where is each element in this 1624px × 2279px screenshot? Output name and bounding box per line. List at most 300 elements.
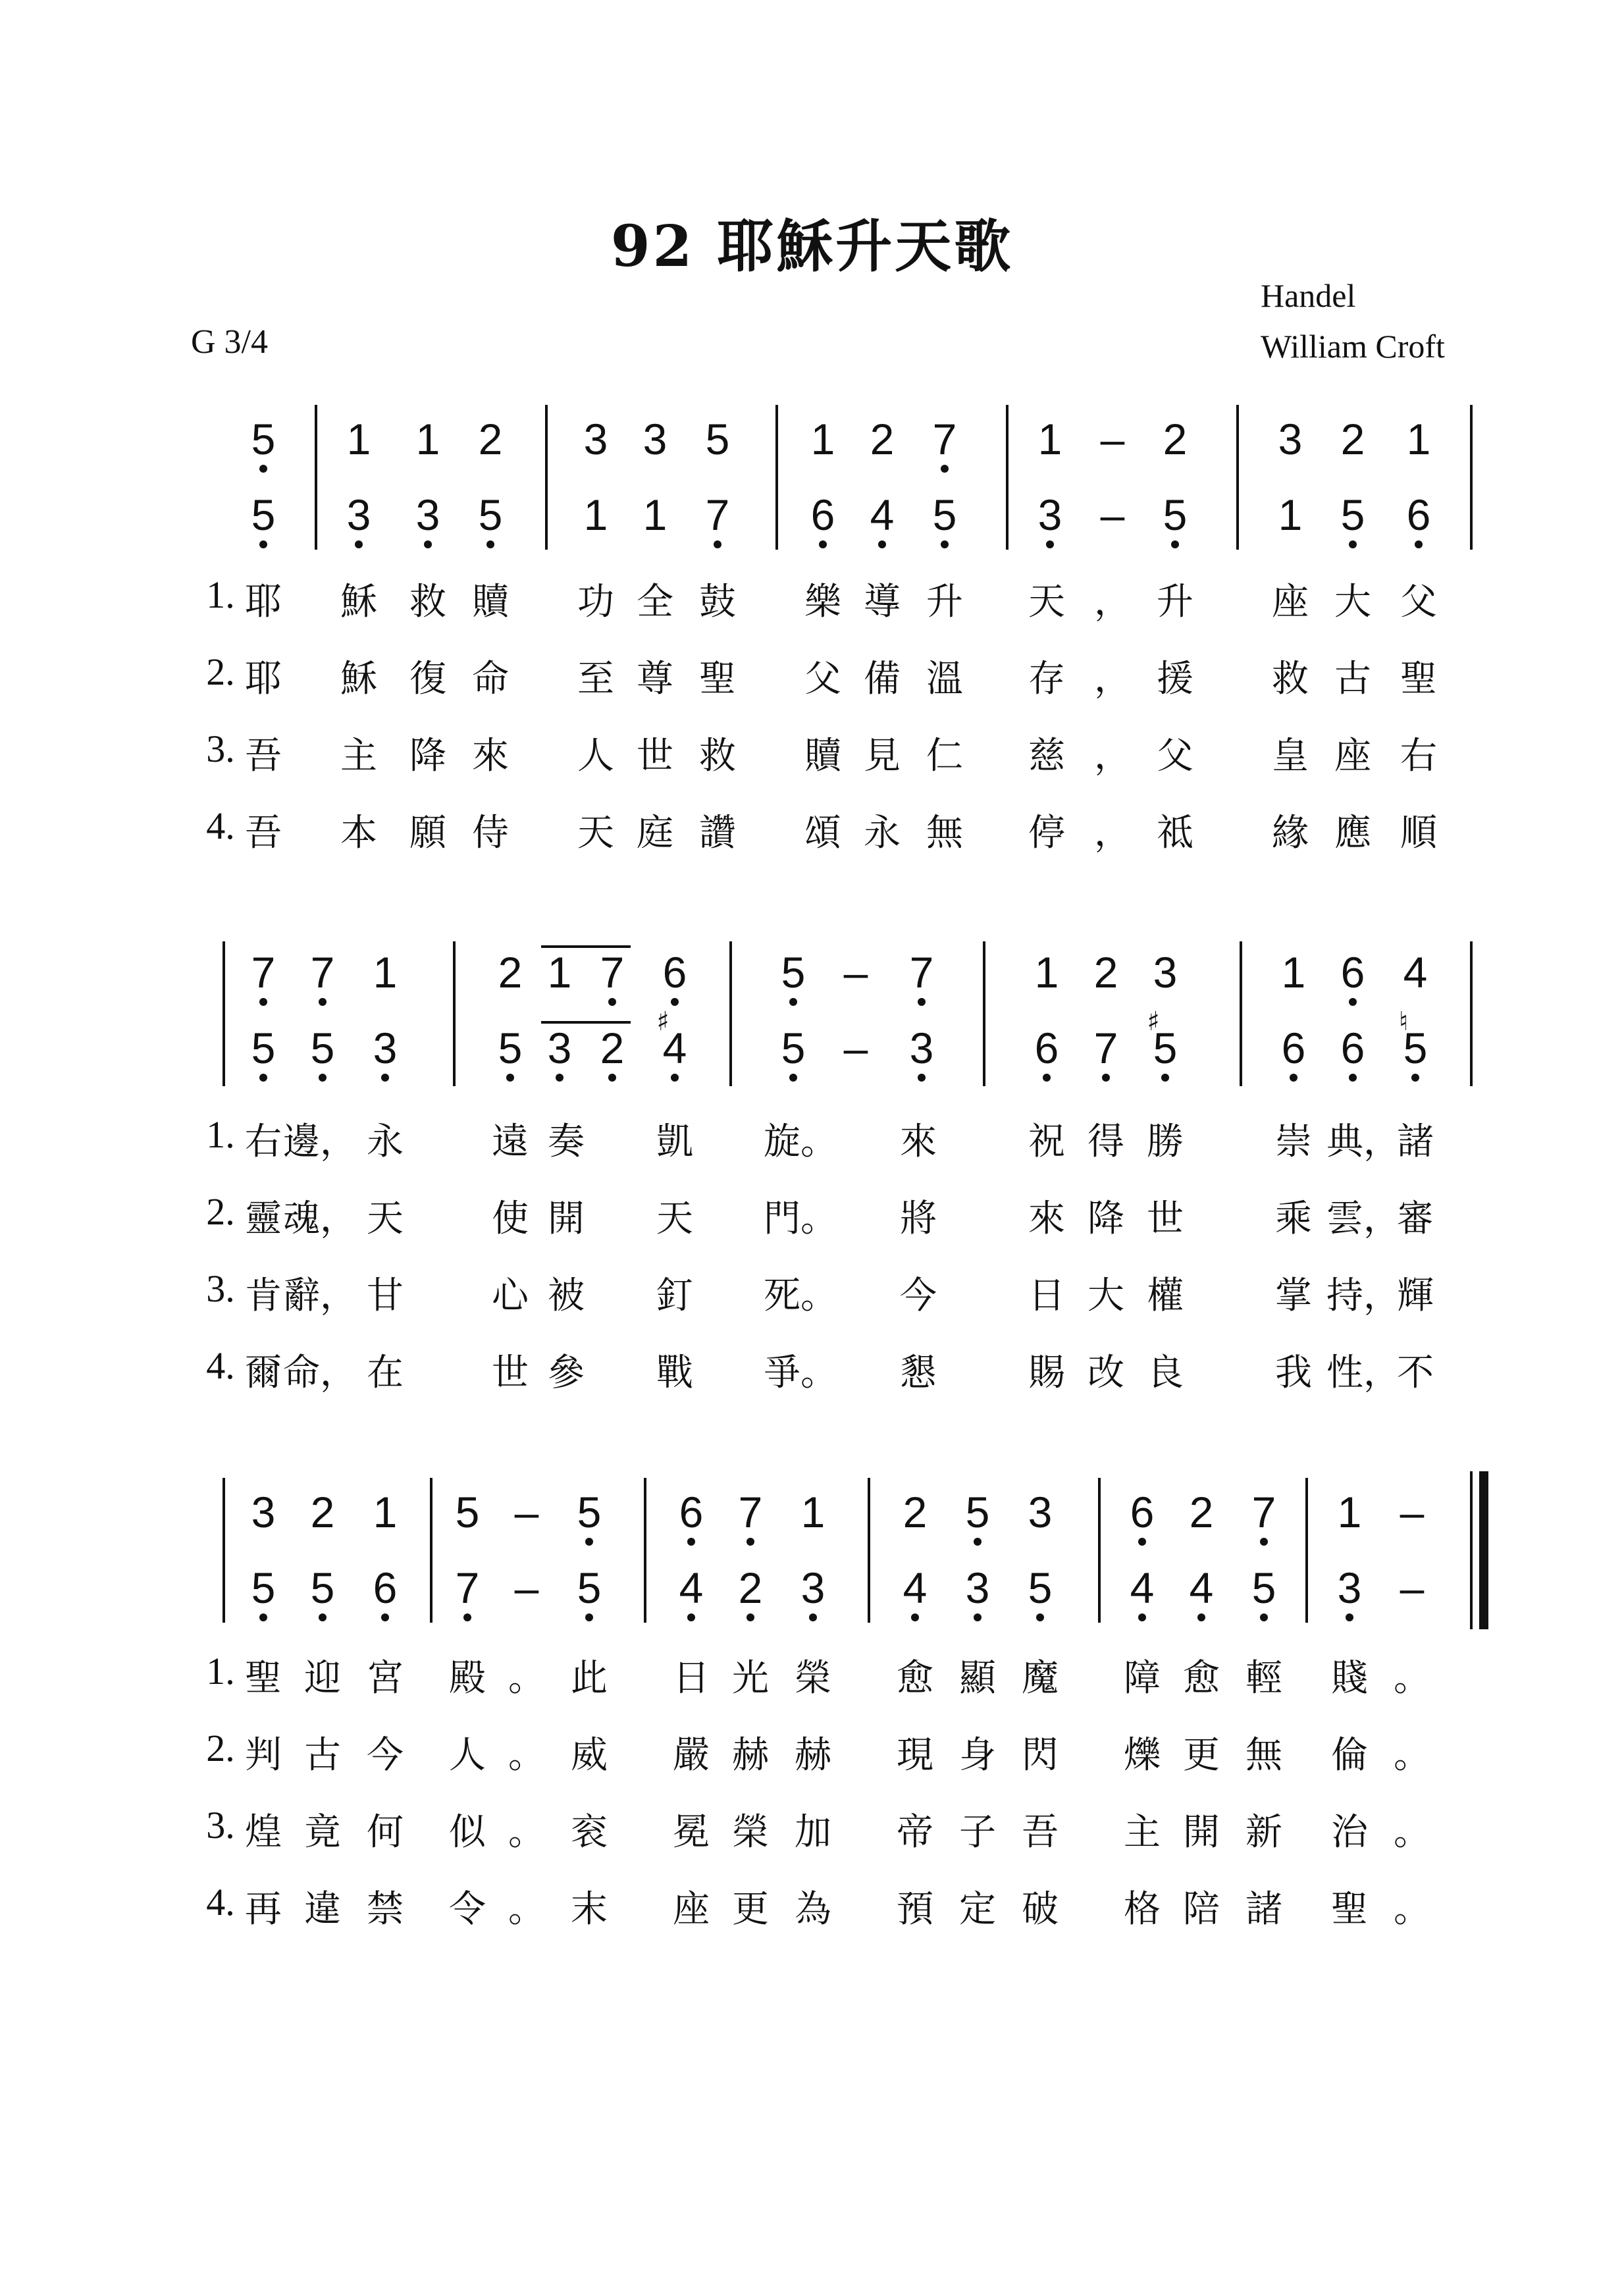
lyric-word: 持， [1326,1274,1400,1317]
lyric-word: 皇 [1272,735,1309,777]
octave-dot-low [259,465,267,473]
note-upper: 7 [310,948,335,997]
lyric-word: 。 [1394,1657,1430,1700]
note-upper: 5 [705,415,730,463]
lyric-word: 將 [900,1197,937,1240]
lyric-word: 仁 [926,735,963,777]
lyric-word: 祝 [1028,1120,1065,1163]
note-upper: 4 [1403,948,1428,997]
note-upper: 1 [800,1488,825,1536]
note-upper: 2 [1093,948,1118,997]
lyric-word: 右 [245,1120,282,1163]
note-upper: 5 [965,1488,990,1536]
lyric-word: 應 [1334,812,1371,854]
note-lower: 3 [800,1563,825,1612]
lyric-word: 緣 [1272,812,1309,854]
lyric-word: 顯 [959,1657,996,1700]
note-upper: 7 [600,948,625,997]
lyric-word: 典， [1326,1120,1400,1163]
lyric-word: 天 [656,1197,693,1240]
lyric-word: 此 [571,1657,608,1700]
octave-dot-low [506,1074,514,1082]
sustain-dash: – [514,1563,539,1612]
note-upper: 3 [1153,948,1178,997]
octave-dot-low [878,540,886,548]
lyric-word: 判 [245,1734,282,1777]
note-upper: 1 [1406,415,1431,463]
lyric-word: 門。 [764,1197,837,1240]
lyric-word: 令 [449,1888,486,1931]
lyric-word: 救 [699,735,736,777]
lyric-word: 威 [571,1734,608,1777]
lyric-word: 。 [1394,1811,1430,1854]
note-lower: 5 [251,1024,276,1072]
key-signature: G 3/4 [191,323,268,361]
lyric-word: 天 [367,1197,404,1240]
sharp-sign: ♯ [656,1007,669,1037]
composer-croft: William Croft [1261,328,1445,365]
note-upper: 3 [251,1488,276,1536]
note-upper: 6 [679,1488,704,1536]
note-lower: 6 [810,490,835,539]
lyric-word: 爭。 [764,1351,837,1394]
lyric-word: 大 [1087,1274,1124,1317]
lyric-word: 贖 [804,735,841,777]
lyric-word: 為 [795,1888,831,1931]
lyric-word: 升 [1157,581,1193,623]
lyric-word: 耶 [245,581,282,623]
octave-dot-low [974,1538,982,1546]
lyric-word: 耶 [245,658,282,700]
note-lower: 5 [310,1024,335,1072]
note-upper: 5 [251,415,276,463]
note-upper: 5 [781,948,806,997]
lyric-word: 障 [1124,1657,1161,1700]
lyric-word: 煌 [245,1811,282,1854]
octave-dot-low [918,1074,926,1082]
verse-number: 4. [206,804,235,847]
lyric-word: 功 [577,581,614,623]
lyric-word: 迎 [304,1657,341,1700]
octave-dot-low [671,1074,679,1082]
octave-dot-low [381,1613,389,1621]
note-upper: 7 [251,948,276,997]
lyric-word: 本 [340,812,377,854]
octave-dot-low [319,1613,327,1621]
lyric-word: 聖 [245,1657,282,1700]
lyric-word: 辭， [283,1274,357,1317]
note-upper: 7 [909,948,934,997]
verse-number: 3. [206,1804,235,1847]
staff-system-3 [224,1471,1488,1629]
verse-number: 4. [206,1344,235,1387]
octave-dot-low [585,1538,593,1546]
octave-dot-low [789,1074,797,1082]
octave-dot-low [608,998,616,1006]
lyric-word: 子 [959,1811,996,1854]
sustain-dash: – [514,1488,539,1536]
lyric-word: 尊 [637,658,673,700]
octave-dot-low [714,540,721,548]
lyric-word: 乘 [1275,1197,1312,1240]
lyric-word: 右 [1400,735,1437,777]
lyric-word: 天 [577,812,614,854]
note-lower: 4 [679,1563,704,1612]
lyric-word: 庭 [637,812,673,854]
lyric-word: 輕 [1245,1657,1282,1700]
lyric-word: 更 [732,1888,769,1931]
lyric-word: 願 [409,812,446,854]
lyric-word: 。 [508,1734,545,1777]
note-lower: 6 [1406,490,1431,539]
note-lower: 1 [583,490,608,539]
octave-dot-low [747,1538,754,1546]
lyric-word: 天 [1028,581,1065,623]
lyric-word: ， [1094,658,1131,700]
lyric-word: 來 [472,735,509,777]
sustain-dash: – [1400,1488,1425,1536]
octave-dot-low [1349,998,1357,1006]
lyric-word: 更 [1183,1734,1220,1777]
octave-dot-low [486,540,494,548]
lyric-word: 樂 [804,581,841,623]
lyric-word: 魔 [1022,1657,1059,1700]
hymn-title: 92 耶穌升天歌 [610,213,1014,280]
note-upper: 1 [810,415,835,463]
verse-number: 4. [206,1881,235,1924]
lyric-word: 溫 [926,658,963,700]
lyric-word: 改 [1087,1351,1124,1394]
lyric-word: 贖 [472,581,509,623]
lyric-word: 預 [897,1888,933,1931]
note-upper: 1 [415,415,440,463]
octave-dot-low [1260,1538,1268,1546]
lyric-word: 似 [449,1811,486,1854]
lyric-word: 嚴 [673,1734,710,1777]
lyric-word: 我 [1275,1351,1312,1394]
lyric-word: 降 [409,735,446,777]
lyric-word: 大 [1334,581,1371,623]
octave-dot-low [1138,1538,1146,1546]
octave-dot-low [463,1613,471,1621]
note-lower: 3 [346,490,371,539]
note-lower: 3 [547,1024,572,1072]
note-lower: 4 [662,1024,687,1072]
lyric-word: 榮 [795,1657,831,1700]
lyric-word: 衮 [571,1811,608,1854]
lyric-word: 爍 [1124,1734,1161,1777]
note-lower: 5 [251,1563,276,1612]
lyric-word: 世 [1147,1197,1184,1240]
note-upper: 1 [373,1488,398,1536]
lyric-word: 人 [449,1734,486,1777]
note-upper: 5 [577,1488,602,1536]
octave-dot-low [1102,1074,1110,1082]
octave-dot-low [918,998,926,1006]
note-lower: 5 [1251,1563,1276,1612]
lyric-word: 愈 [1183,1657,1220,1700]
octave-dot-low [1349,540,1357,548]
octave-dot-low [819,540,827,548]
lyric-word: 慈 [1028,735,1065,777]
lyric-word: ， [1094,735,1131,777]
lyric-word: 輝 [1397,1274,1434,1317]
note-upper: 7 [738,1488,763,1536]
octave-dot-low [809,1613,817,1621]
octave-dot-low [1036,1613,1044,1621]
lyric-word: 開 [548,1197,585,1240]
note-lower: 3 [373,1024,398,1072]
note-lower: 5 [251,490,276,539]
note-lower: 5 [1028,1563,1053,1612]
verse-number: 3. [206,727,235,770]
lyric-word: 現 [897,1734,933,1777]
note-lower: 7 [705,490,730,539]
note-lower: 3 [1037,490,1062,539]
lyric-word: 赫 [795,1734,831,1777]
octave-dot-low [319,998,327,1006]
lyric-word: 權 [1147,1274,1184,1317]
octave-dot-low [747,1613,754,1621]
note-lower: 6 [373,1563,398,1612]
note-lower: 3 [909,1024,934,1072]
lyric-word: 雲， [1326,1197,1400,1240]
lyric-word: 父 [804,658,841,700]
note-lower: 5 [1153,1024,1178,1072]
lyric-word: 吾 [245,812,282,854]
note-upper: 1 [1037,415,1062,463]
sustain-dash: – [1400,1563,1425,1612]
staff-system-1 [251,405,1471,550]
lyric-word: 侍 [472,812,509,854]
lyric-word: 世 [637,735,673,777]
lyric-word: 遠 [492,1120,529,1163]
lyric-word: 穌 [340,658,377,700]
sharp-sign: ♯ [1147,1007,1160,1037]
lyric-word: 。 [508,1888,545,1931]
note-lower: 1 [1278,490,1303,539]
lyric-word: 倫 [1331,1734,1368,1777]
note-upper: 5 [455,1488,480,1536]
lyric-word: 崇 [1275,1120,1312,1163]
lyric-word: 祗 [1157,812,1193,854]
lyric-word: 奏 [548,1120,585,1163]
note-lower: 7 [1093,1024,1118,1072]
lyric-word: 冕 [673,1811,710,1854]
lyric-word: 心 [492,1274,529,1317]
note-lower: 5 [310,1563,335,1612]
lyric-word: 救 [409,581,446,623]
lyric-word: 古 [1334,658,1371,700]
octave-dot-low [259,1613,267,1621]
note-lower: 6 [1340,1024,1365,1072]
note-lower: 5 [478,490,503,539]
lyric-word: 來 [900,1120,937,1163]
octave-dot-low [941,540,949,548]
note-lower: 6 [1034,1024,1059,1072]
lyric-word: 勝 [1147,1120,1184,1163]
lyric-word: 聖 [1331,1888,1368,1931]
lyric-word: 違 [304,1888,341,1931]
octave-dot-low [671,998,679,1006]
lyric-word: ， [1094,581,1131,623]
note-upper: 6 [662,948,687,997]
lyric-word: 愈 [897,1657,933,1700]
note-lower: 5 [1340,490,1365,539]
lyric-word: 使 [492,1197,529,1240]
lyric-word: 良 [1147,1351,1184,1394]
note-upper: 2 [870,415,895,463]
lyric-word: 格 [1124,1888,1161,1931]
octave-dot-low [1290,1074,1297,1082]
lyric-word: ， [1094,812,1131,854]
lyric-word: 座 [1334,735,1371,777]
lyric-word: 死。 [764,1274,837,1317]
octave-dot-low [319,1074,327,1082]
lyric-word: 性， [1326,1351,1400,1394]
octave-dot-low [259,540,267,548]
note-lower: 4 [1130,1563,1155,1612]
lyric-word: 參 [548,1351,585,1394]
lyric-word: 來 [1028,1197,1065,1240]
lyric-word: 主 [340,735,377,777]
octave-dot-low [687,1613,695,1621]
note-lower: 3 [415,490,440,539]
lyric-word: 父 [1400,581,1437,623]
lyric-word: 至 [577,658,614,700]
octave-dot-low [974,1613,982,1621]
lyric-word: 日 [673,1657,710,1700]
note-lower: 5 [1163,490,1188,539]
lyric-word: 古 [304,1734,341,1777]
lyric-word: 甘 [367,1274,404,1317]
lyric-word: 。 [508,1657,545,1700]
verse-number: 1. [206,573,235,616]
octave-dot-low [1346,1613,1353,1621]
lyric-word: 爾 [245,1351,282,1394]
lyric-word: 主 [1124,1811,1161,1854]
lyric-word: 掌 [1275,1274,1312,1317]
octave-dot-low [381,1074,389,1082]
octave-dot-low [1046,540,1054,548]
octave-dot-low [1197,1613,1205,1621]
note-lower: 5 [781,1024,806,1072]
lyric-word: 竟 [304,1811,341,1854]
lyric-word: 無 [1245,1734,1282,1777]
lyric-word: 人 [577,735,614,777]
lyric-word: 鼓 [699,581,736,623]
lyric-word: 全 [637,581,673,623]
octave-dot-low [259,1074,267,1082]
sustain-dash: – [1100,415,1125,463]
lyric-word: 導 [864,581,901,623]
lyric-word: 陪 [1183,1888,1220,1931]
note-upper: 3 [1028,1488,1053,1536]
verse-number: 1. [206,1113,235,1156]
note-upper: 1 [1034,948,1059,997]
note-upper: 2 [1189,1488,1214,1536]
note-upper: 7 [1251,1488,1276,1536]
note-upper: 7 [932,415,957,463]
lyric-word: 凱 [656,1120,693,1163]
note-lower: 4 [870,490,895,539]
sustain-dash: – [1100,490,1125,539]
lyric-word: 。 [1394,1734,1430,1777]
lyric-word: 肯 [245,1274,282,1317]
lyric-word: 靈 [245,1197,282,1240]
note-lower: 5 [932,490,957,539]
staff-system-2 [224,941,1471,1086]
lyric-word: 命 [472,658,509,700]
note-upper: 2 [1340,415,1365,463]
lyric-word: 聖 [699,658,736,700]
note-upper: 6 [1340,948,1365,997]
note-upper: 1 [373,948,398,997]
lyric-word: 得 [1087,1120,1124,1163]
composer-handel: Handel [1261,277,1356,314]
lyric-word: 懇 [900,1351,937,1394]
sustain-dash: – [843,948,868,997]
octave-dot-low [1411,1074,1419,1082]
lyric-word: 吾 [245,735,282,777]
note-upper: 3 [583,415,608,463]
octave-dot-low [424,540,432,548]
octave-dot-low [556,1074,563,1082]
lyric-word: 座 [1272,581,1309,623]
note-lower: 6 [1281,1024,1306,1072]
lyric-word: 救 [1272,658,1309,700]
lyric-word: 。 [508,1811,545,1854]
note-upper: 6 [1130,1488,1155,1536]
lyric-word: 父 [1157,735,1193,777]
note-upper: 1 [346,415,371,463]
verse-number: 2. [206,1190,235,1233]
note-upper: 2 [478,415,503,463]
octave-dot-low [687,1538,695,1546]
note-lower: 4 [903,1563,928,1612]
note-lower: 1 [642,490,668,539]
note-upper: 3 [642,415,668,463]
sustain-dash: – [843,1024,868,1072]
lyric-word: 穌 [340,581,377,623]
lyric-word: 加 [795,1811,831,1854]
note-upper: 2 [903,1488,928,1536]
lyric-word: 禁 [367,1888,404,1931]
lyric-word: 世 [492,1351,529,1394]
lyric-word: 諸 [1397,1120,1434,1163]
note-upper: 2 [310,1488,335,1536]
lyric-word: 永 [367,1120,404,1163]
octave-dot-low [1043,1074,1051,1082]
lyric-word: 閃 [1022,1734,1059,1777]
lyric-word: 新 [1245,1811,1282,1854]
octave-dot-low [1415,540,1423,548]
note-upper: 1 [547,948,572,997]
lyric-word: 不 [1397,1351,1434,1394]
lyric-word: 赫 [732,1734,769,1777]
lyric-word: 邊， [283,1120,357,1163]
note-lower: 2 [600,1024,625,1072]
lyric-word: 諸 [1245,1888,1282,1931]
lyric-word: 被 [548,1274,585,1317]
final-bar-thick [1479,1471,1488,1629]
note-lower: 5 [498,1024,523,1072]
note-lower: 5 [577,1563,602,1612]
lyric-word: 復 [409,658,446,700]
lyric-word: 降 [1087,1197,1124,1240]
lyric-word: 戰 [656,1351,693,1394]
note-upper: 3 [1278,415,1303,463]
